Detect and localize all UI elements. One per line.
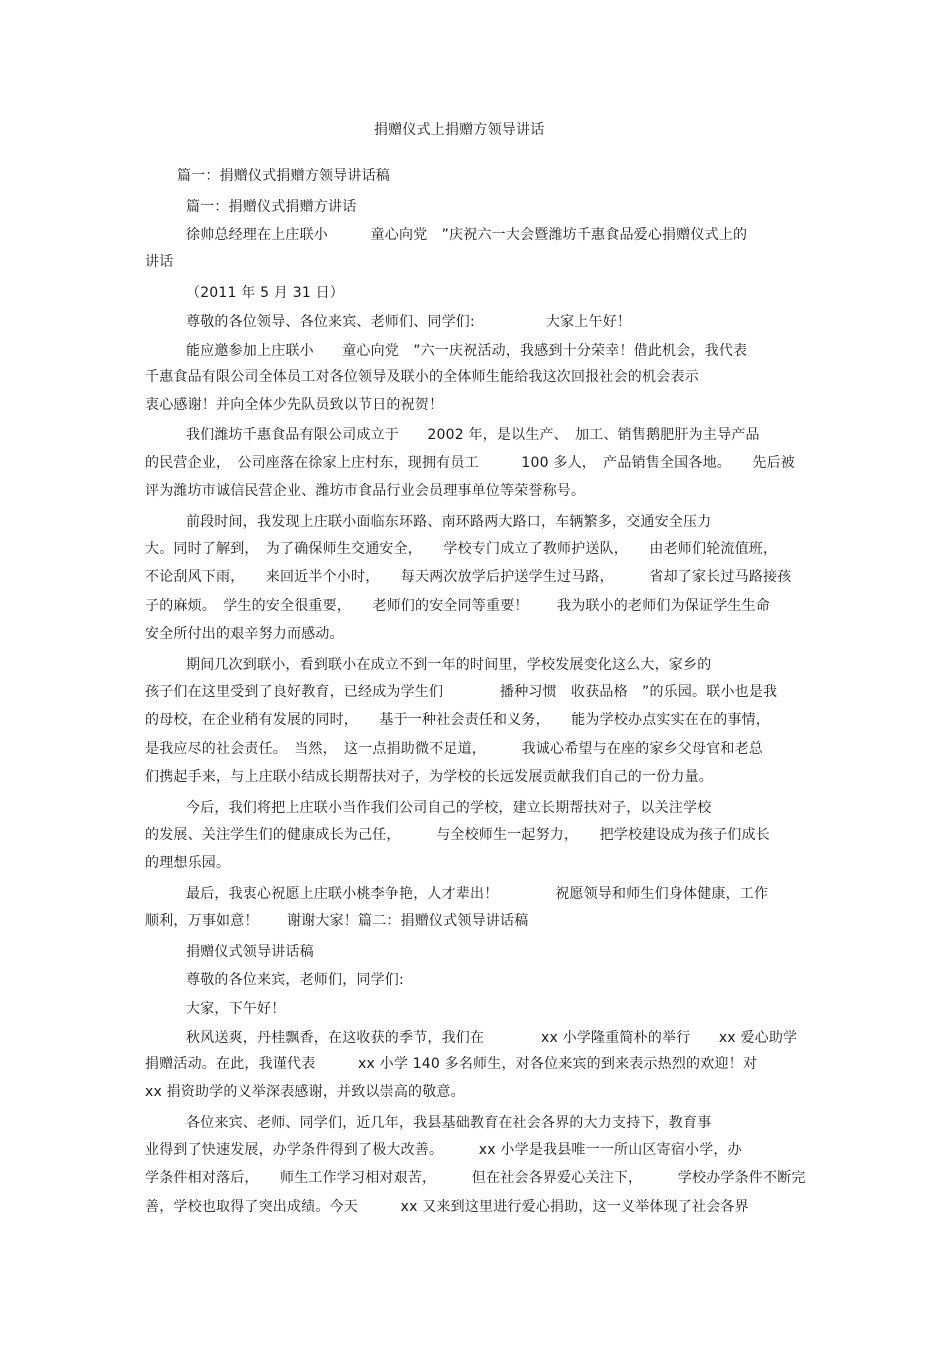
text-line: 篇一：捐赠仪式捐赠方讲话 [186,199,357,215]
text-line: 捐赠活动。在此，我谨代表 xx 小学 140 多名师生，对各位来宾的到来表示热烈的欢迎！对 [145,1056,758,1072]
text-line: 秋风送爽，丹桂飘香，在这收获的季节，我们在 xx 小学隆重简朴的举行 xx 爱心助学 [186,1030,798,1046]
text-line: 孩子们在这里受到了良好教育，已经成为学生们 播种习惯 收获品格 ”的乐园。联小也是我 [145,684,778,700]
text-line: 篇一：捐赠仪式捐赠方领导讲话稿 [177,168,390,184]
text-line: 是我应尽的社会责任。 当然， 这一点捐助微不足道， 我诚心希望与在座的家乡父母官和老总 [145,741,763,757]
text-line: 顺利，万事如意！ 谢谢大家！篇二：捐赠仪式领导讲话稿 [145,913,529,929]
text-line: 不论刮风下雨， 来回近半个小时， 每天两次放学后护送学生过马路， 省却了家长过马路接孩 [145,569,792,585]
text-line: 我们潍坊千惠食品有限公司成立于 2002 年，是以生产、 加工、销售鹅肥肝为主导产品 [186,427,760,443]
text-line: 的发展、关注学生们的健康成长为己任， 与全校师生一起努力， 把学校建设成为孩子们成长 [145,827,770,843]
text-line: xx 捐资助学的义举深表感谢，并致以崇高的敬意。 [145,1084,465,1100]
text-line: 子的麻烦。 学生的安全很重要， 老师们的安全同等重要！ 我为联小的老师们为保证学生生命 [145,598,770,614]
text-line: 衷心感谢！并向全体少先队员致以节日的祝贺！ [145,397,444,413]
document-title: 捐赠仪式上捐赠方领导讲话 [374,122,545,138]
text-line: 捐赠仪式领导讲话稿 [186,944,314,960]
text-line: 尊敬的各位来宾，老师们，同学们: [186,972,404,988]
text-line: 善，学校也取得了突出成绩。今天 xx 又来到这里进行爱心捐助，这一义举体现了社会各界 [145,1199,749,1215]
text-line: 们携起手来，与上庄联小结成长期帮扶对子，为学校的长远发展贡献我们自己的一份力量。 [145,769,713,785]
text-line: 学条件相对落后， 师生工作学习相对艰苦， 但在社会各界爱心关注下， 学校办学条件不断完 [145,1170,806,1186]
text-line: 千惠食品有限公司全体员工对各位领导及联小的全体师生能给我这次回报社会的机会表示 [145,369,699,385]
text-line: （2011 年 5 月 31 日） [186,285,345,301]
text-line: 最后，我衷心祝愿上庄联小桃李争艳，人才辈出！ 祝愿领导和师生们身体健康，工作 [186,886,769,902]
text-line: 各位来宾、老师、同学们，近几年，我县基础教育在社会各界的大力支持下，教育事 [186,1115,712,1131]
text-line: 能应邀参加上庄联小 童心向党 ”六一庆祝活动，我感到十分荣幸！借此机会，我代表 [186,343,748,359]
text-line: 的母校，在企业稍有发展的同时， 基于一种社会责任和义务， 能为学校办点实实在在的事情， [145,712,770,728]
text-line: 今后，我们将把上庄联小当作我们公司自己的学校，建立长期帮扶对子，以关注学校 [186,800,712,816]
text-line: 业得到了快速发展，办学条件得到了极大改善。 xx 小学是我县唯一一所山区寄宿小学，办 [145,1142,742,1158]
text-line: 的民营企业， 公司座落在徐家上庄村东，现拥有员工 100 多人， 产品销售全国各地。 先后被 [145,455,795,471]
text-line: 前段时间，我发现上庄联小面临东环路、南环路两大路口，车辆繁多，交通安全压力 [186,514,712,530]
text-line: 讲话 [145,254,174,270]
text-line: 安全所付出的艰辛努力而感动。 [145,626,344,642]
text-line: 期间几次到联小，看到联小在成立不到一年的时间里，学校发展变化这么大，家乡的 [186,657,712,673]
text-line: 评为潍坊市诚信民营企业、潍坊市食品行业会员理事单位等荣誉称号。 [145,483,586,499]
text-line: 徐帅总经理在上庄联小 童心向党 ”庆祝六一大会暨潍坊千惠食品爱心捐赠仪式上的 [186,227,748,243]
text-line: 尊敬的各位领导、各位来宾、老师们、同学们: 大家上午好！ [186,314,632,330]
text-line: 大。同时了解到， 为了确保师生交通安全， 学校专门成立了教师护送队， 由老师们轮流值班， [145,541,778,557]
text-line: 的理想乐园。 [145,855,231,871]
text-line: 大家，下午好！ [186,1001,286,1017]
